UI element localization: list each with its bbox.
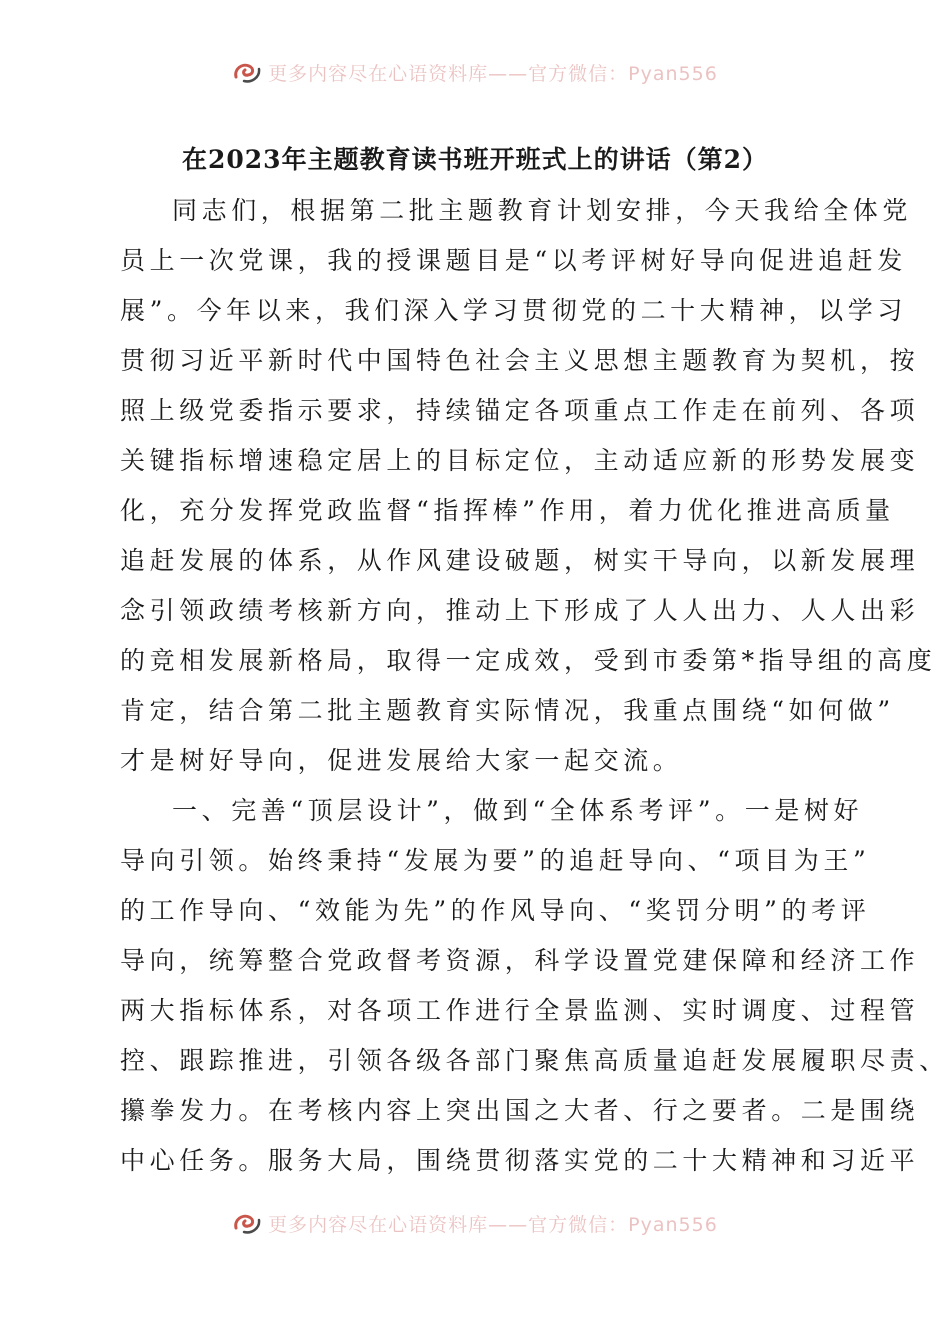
watermark-text: 更多内容尽在心语资料库——官方微信：Pyan556 [268,1213,718,1236]
paragraph-line: 导向引领。始终秉持“发展为要”的追赶导向、“项目为王” [120,846,871,875]
paragraph-line: 员上一次党课，我的授课题目是“以考评树好导向促进追赶发 [120,246,907,275]
paragraph-line: 贯彻习近平新时代中国特色社会主义思想主题教育为契机，按 [120,346,920,375]
paragraph-line: 一、完善“顶层设计”，做到“全体系考评”。一是树好 [172,796,864,825]
watermark-text: 更多内容尽在心语资料库——官方微信：Pyan556 [268,62,718,85]
watermark-footer [0,1203,950,1243]
paragraph-line: 肯定，结合第二批主题教育实际情况，我重点围绕“如何做” [120,696,895,725]
paragraph-line: 的工作导向、“效能为先”的作风导向、“奖罚分明”的考评 [120,896,871,925]
paragraph-line: 导向，统筹整合党政督考资源，科学设置党建保障和经济工作 [120,946,920,975]
paragraph-line: 追赶发展的体系，从作风建设破题，树实干导向，以新发展理 [120,546,920,575]
red-swirl-logo-icon [232,59,262,85]
paragraph-line: 才是树好导向，促进发展给大家一起交流。 [120,746,683,775]
paragraph-line: 控、跟踪推进，引领各级各部门聚焦高质量追赶发展履职尽责、 [120,1046,949,1075]
paragraph-line: 照上级党委指示要求，持续锚定各项重点工作走在前列、各项 [120,396,920,425]
document-body [120,186,949,1186]
document-title: 在2023年主题教育读书班开班式上的讲话（第2） [182,145,768,174]
red-swirl-logo-icon [232,1210,262,1236]
watermark-header [0,52,950,92]
paragraph-line: 展”。今年以来，我们深入学习贯彻党的二十大精神，以学习 [120,296,907,325]
paragraph-line: 中心任务。服务大局，围绕贯彻落实党的二十大精神和习近平 [120,1146,920,1175]
paragraph-line: 念引领政绩考核新方向，推动上下形成了人人出力、人人出彩 [120,596,920,625]
paragraph-line: 化，充分发挥党政监督“指挥棒”作用，着力优化推进高质量 [120,496,895,525]
paragraph-line: 同志们，根据第二批主题教育计划安排，今天我给全体党 [172,196,913,225]
paragraph-line: 两大指标体系，对各项工作进行全景监测、实时调度、过程管 [120,996,920,1025]
paragraph-line: 关键指标增速稳定居上的目标定位，主动适应新的形势发展变 [120,446,920,475]
paragraph-line: 攥拳发力。在考核内容上突出国之大者、行之要者。二是围绕 [120,1096,920,1125]
paragraph-line: 的竞相发展新格局，取得一定成效，受到市委第*指导组的高度 [120,646,937,675]
